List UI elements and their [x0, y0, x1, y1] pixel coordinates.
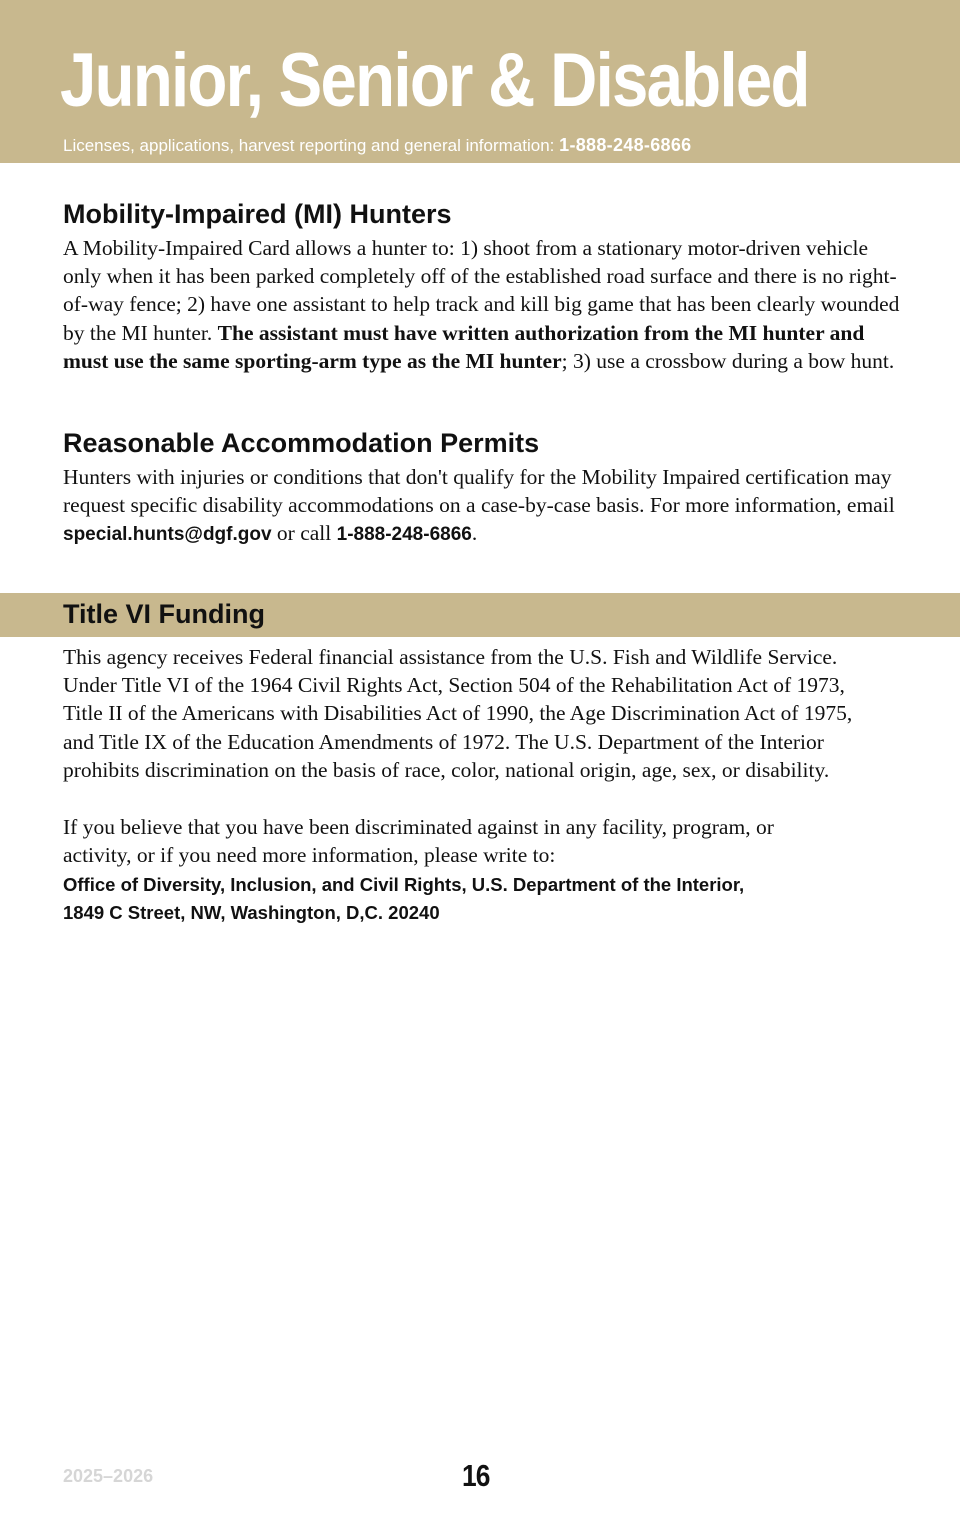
- page-title: Junior, Senior & Disabled: [60, 38, 809, 123]
- accommodation-body-start: Hunters with injuries or conditions that don't qualify for the Mobility Impaired certification may request specific disability accommodations on a case-by-case basis. For more information, email: [63, 465, 895, 518]
- mobility-body-end: ; 3) use a crossbow during a bow hunt.: [561, 348, 895, 373]
- mobility-body-start: A Mobility-Impaired Card allows a hunter to: 1) shoot from a stationary motor-driven vehicle only when it has been parked completely off of the established road surface and there is no right-of-way fence; 2) have one assistant to help track and kill big game that has been clearly wounded by the MI hunter.: [63, 236, 900, 345]
- accommodation-body-mid: or call: [276, 521, 332, 546]
- accommodation-email: special.hunts@dgf.gov: [63, 524, 272, 546]
- mobility-heading: Mobility-Impaired (MI) Hunters: [63, 199, 452, 229]
- footer-year: 2025–2026: [63, 1466, 154, 1486]
- accommodation-body-end: .: [471, 521, 478, 546]
- title-vi-paragraph-1: This agency receives Federal financial assistance from the U.S. Fish and Wildlife Service. Under Title VI of the 1964 Civil Rights Act, Section 504 of the Rehabilitation Act of 1973, Title II of the Americans with Disabilities Act of 1990, the Age Discrimination Act of 1975, and Title IX of the Education Amendments of 1972. The U.S. Department of the Interior prohibits discrimination on the basis of race, color, national origin, age, sex, or disability.: [63, 645, 853, 782]
- subtitle-phone: 1-888-248-6866: [559, 135, 692, 155]
- mobility-body-bold: The assistant must have written authorization from the MI hunter and must use the same sporting-arm type as the MI hunter: [63, 320, 865, 373]
- address-block: [63, 871, 923, 927]
- accommodation-phone: 1-888-248-6866: [336, 524, 472, 546]
- subtitle-text: Licenses, applications, harvest reporting and general information:: [63, 136, 555, 155]
- header-banner: [0, 0, 960, 163]
- page-number: 16: [462, 1458, 490, 1493]
- header-subtitle: [63, 134, 691, 157]
- accommodation-body: [63, 463, 908, 550]
- address-line-2: 1849 C Street, NW, Washington, D,C. 20240: [63, 902, 440, 923]
- accommodation-heading: Reasonable Accommodation Permits: [63, 428, 540, 458]
- title-vi-heading: Title VI Funding: [63, 599, 265, 629]
- title-vi-paragraph-2: If you believe that you have been discriminated against in any facility, program, or activity, or if you need more information, please write to:: [63, 815, 774, 868]
- address-line-1: Office of Diversity, Inclusion, and Civil Rights, U.S. Department of the Interior,: [63, 874, 745, 895]
- mobility-body: [63, 234, 903, 375]
